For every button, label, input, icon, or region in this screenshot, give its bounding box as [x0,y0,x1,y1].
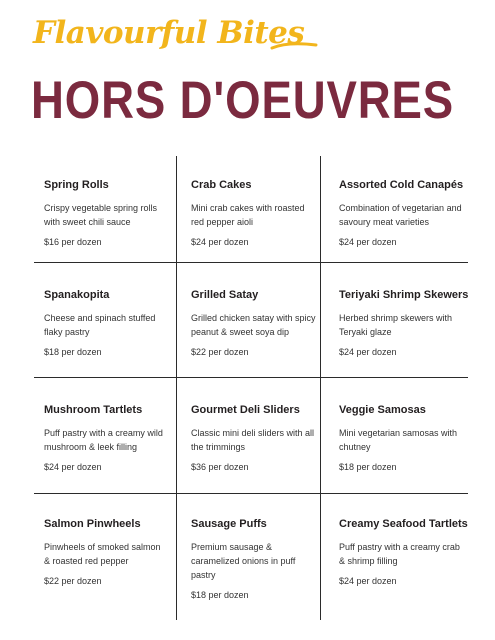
menu-item [191,404,316,473]
item-name: Gourmet Deli Sliders [191,404,300,416]
item-price: $36 per dozen [191,462,249,472]
item-description: Combination of vegetarian and savoury meat varieties [339,203,462,227]
item-price: $24 per dozen [44,462,102,472]
menu-item [339,179,464,248]
page-title: HORS D'OEUVRES [31,71,455,130]
item-name: Crab Cakes [191,179,252,191]
item-description: Cheese and spinach stuffed flaky pastry [44,313,156,337]
menu-item [191,289,316,358]
item-description: Pinwheels of smoked salmon & roasted red pepper [44,542,161,566]
item-description: Herbed shrimp skewers with Teryaki glaze [339,313,453,337]
menu-item [191,518,316,601]
item-name: Assorted Cold Canapés [339,179,464,191]
menu-item [44,404,169,473]
item-name: Grilled Satay [191,289,259,301]
item-name: Spanakopita [44,289,110,301]
item-price: $18 per dozen [44,347,102,357]
item-name: Sausage Puffs [191,518,267,530]
item-description: Mini crab cakes with roasted red pepper aioli [191,203,305,227]
item-price: $24 per dozen [339,237,397,247]
column-divider [176,156,177,620]
item-name: Veggie Samosas [339,404,426,416]
item-name: Creamy Seafood Tartlets [339,518,468,530]
item-price: $18 per dozen [191,590,249,600]
menu-item [339,289,469,358]
item-price: $18 per dozen [339,462,397,472]
item-description: Mini vegetarian samosas with chutney [339,428,458,452]
item-name: Mushroom Tartlets [44,404,143,416]
brand-swoosh-icon [270,40,318,52]
row-divider [34,262,468,263]
item-name: Teriyaki Shrimp Skewers [339,289,469,301]
item-description: Crispy vegetable spring rolls with sweet chili sauce [44,203,158,227]
item-price: $24 per dozen [339,347,397,357]
menu-item [44,289,169,358]
item-description: Puff pastry with a creamy crab & shrimp filling [339,542,460,566]
item-name: Spring Rolls [44,179,109,191]
row-divider [34,377,468,378]
item-name: Salmon Pinwheels [44,518,141,530]
menu-item [339,518,468,587]
brand-logo: Flavourful Bites [33,15,305,51]
menu-item [44,518,169,587]
item-price: $24 per dozen [339,576,397,586]
item-price: $22 per dozen [44,576,102,586]
menu-grid [30,156,470,620]
item-description: Classic mini deli sliders with all the trimmings [191,428,315,452]
item-price: $16 per dozen [44,237,102,247]
menu-item [44,179,169,248]
column-divider [320,156,321,620]
menu-item [339,404,464,473]
item-description: Premium sausage & caramelized onions in puff pastry [191,542,296,580]
item-price: $22 per dozen [191,347,249,357]
item-price: $24 per dozen [191,237,249,247]
menu-item [191,179,316,248]
row-divider [34,493,468,494]
item-description: Puff pastry with a creamy wild mushroom & leek filling [44,428,163,452]
item-description: Grilled chicken satay with spicy peanut & sweet soya dip [191,313,316,337]
